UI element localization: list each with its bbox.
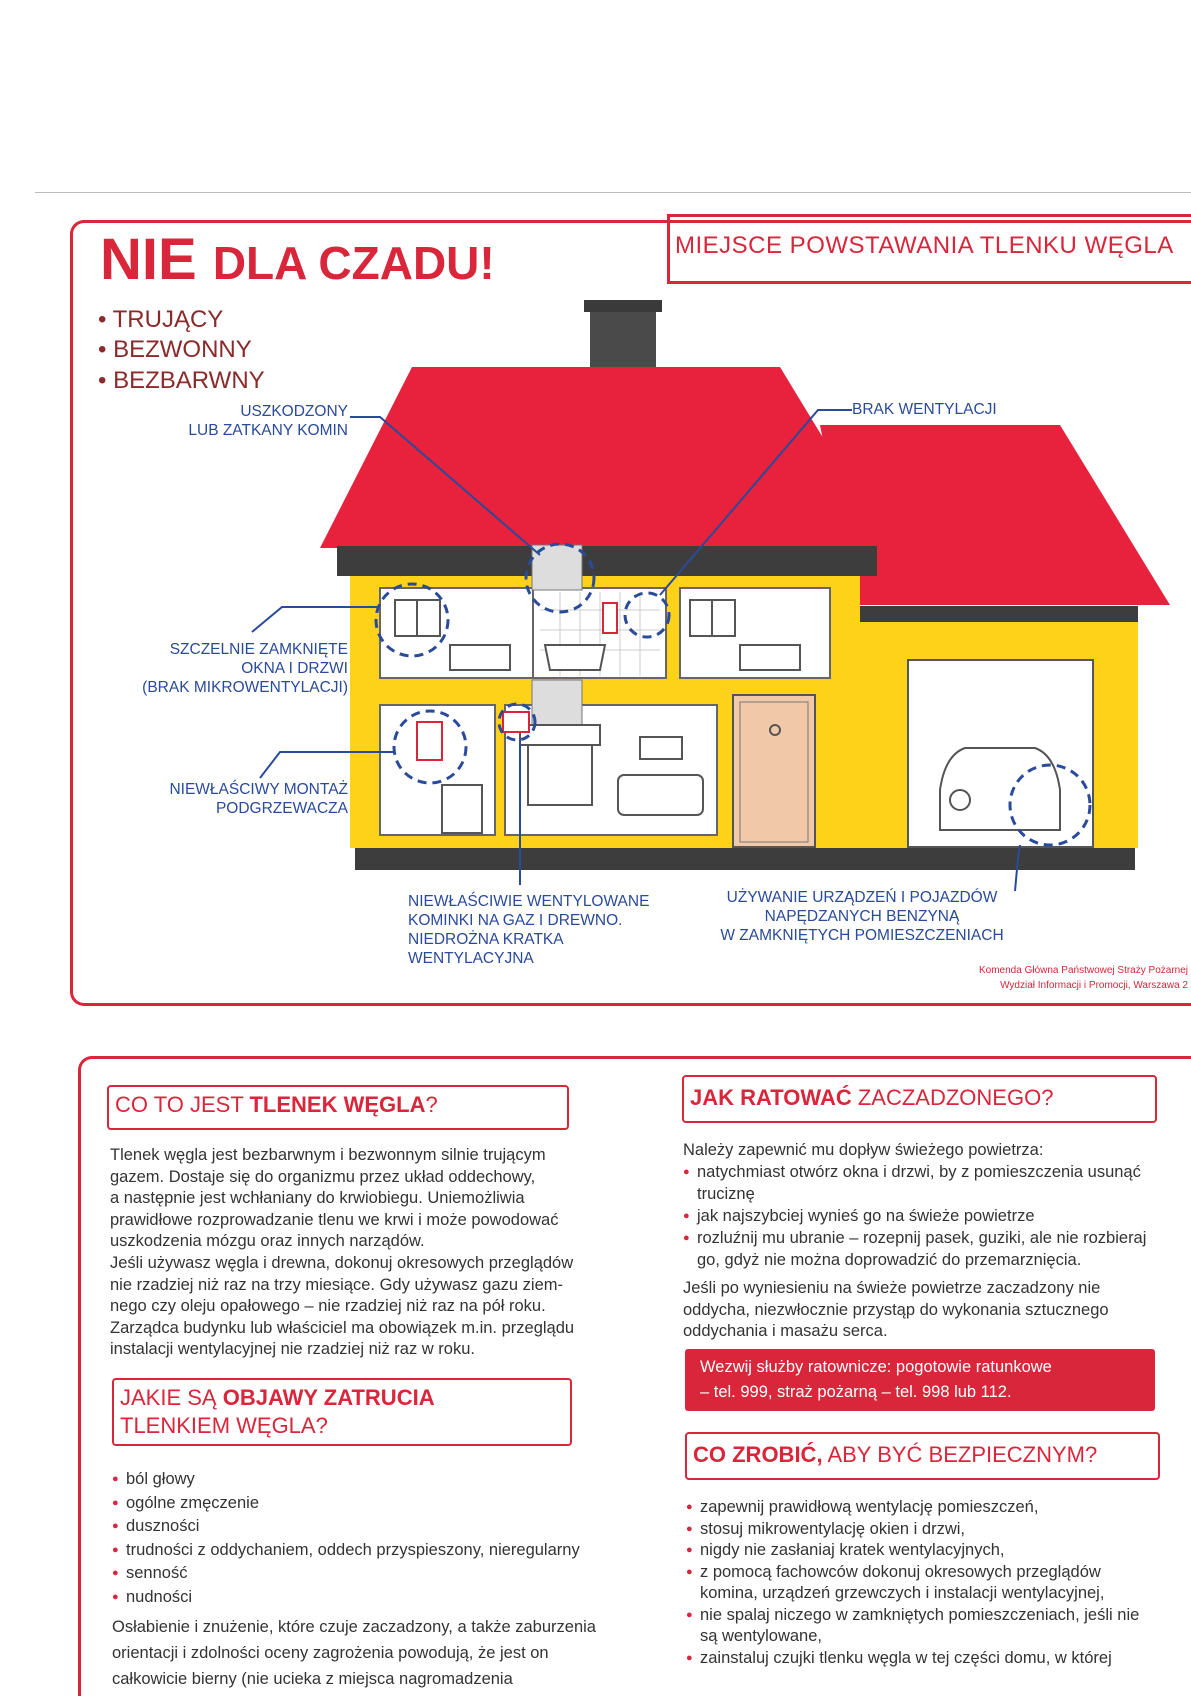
fireplace	[528, 745, 592, 805]
chimney-flue-lower	[532, 680, 582, 725]
poster-credit: Komenda Główna Państwowej Straży Pożarnej Wydział Informacji i Promocji, Warszawa 2	[979, 965, 1188, 991]
list-item: ● ogólne zmęczenie	[112, 1492, 632, 1516]
list-item: ● jak najszybciej wynieś go na świeże powietrze	[683, 1205, 1188, 1227]
rescue-intro: Należy zapewnić mu dopływ świeżego powietrza:	[683, 1141, 1044, 1159]
label-vehicles: UŻYWANIE URZĄDZEŃ I POJAZDÓW NAPĘDZANYCH BENZYNĄ W ZAMKNIĘTYCH POMIESZCZENIACH	[720, 889, 1004, 944]
car	[940, 748, 1060, 830]
property-item: • BEZBARWNY	[98, 367, 265, 394]
list-item: ● trudności z oddychaniem, oddech przyspieszony, nieregularny	[112, 1539, 632, 1563]
title-rest: DLA CZADU!	[212, 237, 495, 289]
title-big-word: NIE	[100, 227, 197, 292]
heading-rescue: JAK RATOWAĆ ZACZADZONEGO?	[682, 1075, 1157, 1123]
picture	[640, 737, 682, 759]
label-windows: SZCZELNIE ZAMKNIĘTE OKNA I DRZWI (BRAK MIKROWENTYLACJI)	[142, 641, 348, 696]
list-item: ● z pomocą fachowców dokonuj okresowych przeglądów komina, urządzeń grzewczych i instalacji wentylacyjnej,	[686, 1562, 1186, 1605]
symptoms-after-text: Osłabienie i znużenie, które czuje zaczadzony, a także zaburzenia orientacji i zdolności oceny zagrożenia powodują, że jest on całkowicie bierny (nie ucieka z miejsca nagromadzenia	[112, 1618, 596, 1688]
what-is-co-text: Tlenek węgla jest bezbarwnym i bezwonnym silnie trującym gazem. Dostaje się do organizmu przez układ oddechowy, a następnie jest wchłaniany do krwiobiegu. Uniemożliwia prawidłowe rozprowadzanie tlenu we krwi i może powodować uszkodzenia mózgu oraz innych narządów. Jeśli używasz węgla i drewna, dokonuj okresowych przeglądów nie rzadziej niż raz na trzy miesiące. Gdy używasz gazu ziem- nego czy oleju opałowego – nie rzadziej niż raz na pół roku. Zarządca budynku lub właściciel ma obowiązek m.in. przeglądu instalacji wentylacyjnej nie rzadziej niż raz w roku.	[110, 1146, 575, 1359]
list-item: ● natychmiast otwórz okna i drzwi, by z pomieszczenia usunąć truciznę	[683, 1161, 1188, 1205]
label-chimney: USZKODZONY LUB ZATKANY KOMIN	[188, 403, 348, 439]
kitchen-heater	[417, 722, 442, 760]
list-item: ● ból głowy	[112, 1468, 632, 1492]
garage-roof	[820, 425, 1170, 605]
water-heater	[603, 603, 617, 633]
bed	[450, 645, 510, 670]
list-item: ● nigdy nie zasłaniaj kratek wentylacyjnych,	[686, 1540, 1186, 1562]
location-header: MIEJSCE POWSTAWANIA TLENKU WĘGLA	[675, 232, 1174, 259]
eaves	[337, 546, 877, 576]
label-fireplace: NIEWŁAŚCIWIE WENTYLOWANE KOMINKI NA GAZ I DREWNO. NIEDROŻNA KRATKA WENTYLACYJNA	[408, 893, 650, 967]
front-door	[733, 695, 815, 847]
stove	[442, 785, 482, 833]
safety-list	[686, 1497, 1186, 1669]
list-item: ● senność	[112, 1562, 632, 1586]
chimney-cap	[584, 300, 662, 312]
garage-eave	[860, 606, 1138, 622]
list-item: ● rozluźnij mu ubranie – rozepnij pasek, guziki, ale nie rozbieraj go, gdyż nie można doprowadzić do przemarznięcia.	[683, 1227, 1188, 1271]
emergency-call-box: Wezwij służby ratownicze: pogotowie ratunkowe – tel. 999, straż pożarną – tel. 998 lub 112.	[685, 1349, 1155, 1411]
label-heater: NIEWŁAŚCIWY MONTAŻ PODGRZEWACZA	[169, 781, 348, 817]
heading-what-is-co: CO TO JEST TLENEK WĘGLA?	[107, 1085, 569, 1130]
list-item: ● nie spalaj niczego w zamkniętych pomieszczeniach, jeśli nie są wentylowane,	[686, 1605, 1186, 1648]
sofa	[618, 775, 703, 815]
symptoms-list	[112, 1468, 632, 1609]
heading-symptoms: JAKIE SĄ OBJAWY ZATRUCIA TLENKIEM WĘGLA?	[112, 1378, 572, 1446]
list-item: ● zapewnij prawidłową wentylację pomieszczeń,	[686, 1497, 1186, 1519]
main-roof	[320, 367, 890, 548]
list-item: ● stosuj mikrowentylację okien i drzwi,	[686, 1519, 1186, 1541]
heading-safety: CO ZROBIĆ, ABY BYĆ BEZPIECZNYM?	[685, 1432, 1160, 1480]
sink	[545, 645, 605, 670]
label-ventilation: BRAK WENTYLACJI	[852, 401, 997, 418]
rescue-after-text: Jeśli po wyniesieniu na świeże powietrze zaczadzony nie oddycha, niezwłocznie przystąp do wykonania sztucznego oddychania i masażu serca.	[683, 1279, 1109, 1341]
list-item: ● zainstaluj czujki tlenku węgla w tej części domu, w której	[686, 1648, 1186, 1670]
property-item: • TRUJĄCY	[98, 306, 224, 333]
bed	[740, 645, 800, 670]
vent-grille	[503, 712, 529, 732]
list-item: ● duszności	[112, 1515, 632, 1539]
rescue-list	[683, 1161, 1188, 1271]
property-item: • BEZWONNY	[98, 336, 252, 363]
list-item: ● nudności	[112, 1586, 632, 1610]
fireplace-mantel	[520, 725, 600, 745]
